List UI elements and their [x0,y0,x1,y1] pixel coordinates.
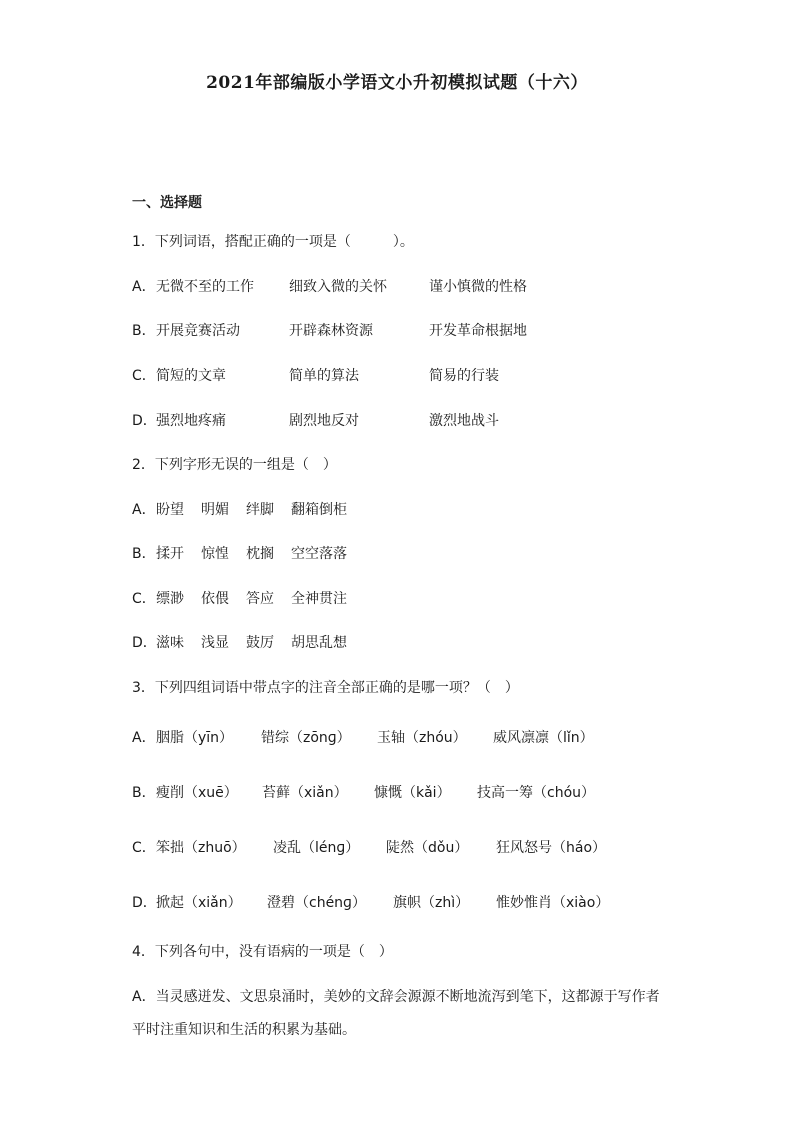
option-term: 鼓厉 [246,635,274,651]
option-term: 枕搁 [246,546,274,562]
option-term: 胡思乱想 [291,635,347,651]
option-label: C． [132,368,156,384]
option-label: B． [132,546,156,562]
option-label: A． [132,730,156,746]
option-term: 凌乱（lénɡ） [273,840,360,856]
option-term: 浅显 [201,635,229,651]
option-term: 简易的行装 [429,368,499,384]
option-label: B． [132,323,156,339]
option-term: 盼望 [156,502,184,518]
option-term: 旗帜（zhì） [393,895,470,911]
option-label: A． [132,502,156,518]
option-term: 威风凛凛（lǐn） [493,730,594,746]
option-term: 惊惶 [201,546,229,562]
option-term: 开展竞赛活动 [156,323,240,339]
option-label: A． [132,279,156,295]
option-term: 细致入微的关怀 [289,279,387,295]
option-term: 强烈地疼痛 [156,413,226,429]
option-term: 狂风怒号（háo） [496,840,607,856]
option-term: 全神贯注 [291,591,347,607]
option-term: 滋味 [156,635,184,651]
option-term: 答应 [246,591,274,607]
option-term: 苔藓（xiǎn） [262,785,348,801]
option-term: 开辟森林资源 [289,323,373,339]
option-term: 玉轴（zhóu） [377,730,467,746]
option-term: 笨拙（zhuō） [156,840,246,856]
option-label: D． [132,635,157,651]
option-label: C． [132,591,156,607]
option-term: 剧烈地反对 [289,413,359,429]
option-term: 瘦削（xuē） [156,785,238,801]
option-term: 翻箱倒柜 [291,502,347,518]
option-term: 陡然（dǒu） [386,840,469,856]
option-term: 简单的算法 [289,368,359,384]
section-heading: 一、选择题 [132,195,202,211]
option-term: 依偎 [201,591,229,607]
option-term: 开发革命根据地 [429,323,527,339]
option-term: 谨小慎微的性格 [429,279,527,295]
option-term: 胭脂（yīn） [156,730,234,746]
option-term: 掀起（xiǎn） [156,895,242,911]
option-label: C． [132,840,156,856]
option-term: 明媚 [201,502,229,518]
option-term: 揉开 [156,546,184,562]
option-label: D． [132,413,157,429]
option-term: 无微不至的工作 [156,279,254,295]
option-term: 惟妙惟肖（xiào） [496,895,610,911]
question-1-stem: 1．下列词语，搭配正确的一项是（ ）。 [132,234,414,250]
option-label: B． [132,785,156,801]
option-term: 简短的文章 [156,368,226,384]
q4-option-a: A．当灵感迸发、文思泉涌时，美妙的文辞会源源不断地流泻到笔下，这都源于写作者平时注重知识和生活的积累为基础。 [132,989,660,1038]
option-term: 缥渺 [156,591,184,607]
option-term: 技高一筹（chóu） [477,785,596,801]
option-label: D． [132,895,157,911]
option-term: 空空落落 [291,546,347,562]
option-term: 澄碧（chénɡ） [267,895,366,911]
question-4-stem: 4．下列各句中，没有语病的一项是（ ） [132,944,393,960]
question-3-stem: 3．下列四组词语中带点字的注音全部正确的是哪一项？（ ） [132,680,519,696]
option-term: 慷慨（kǎi） [374,785,451,801]
page-title: 2021年部编版小学语文小升初模拟试题（十六） [206,73,588,93]
question-2-stem: 2．下列字形无误的一组是（ ） [132,457,337,473]
option-term: 绊脚 [246,502,274,518]
option-term: 激烈地战斗 [429,413,499,429]
option-term: 错综（zōnɡ） [261,730,351,746]
